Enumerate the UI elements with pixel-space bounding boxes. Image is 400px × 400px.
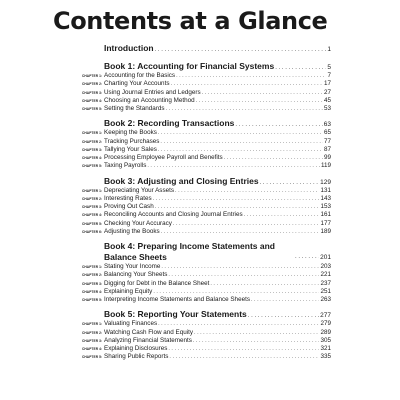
dot-leader <box>155 203 320 211</box>
dot-leader <box>175 187 319 195</box>
chapter-page-number: 305 <box>320 336 331 344</box>
dot-leader <box>160 138 323 146</box>
chapter-entry[interactable] <box>82 194 331 203</box>
book-4-heading[interactable] <box>104 241 331 263</box>
dot-leader <box>224 154 323 162</box>
chapter-page-number: 99 <box>323 154 331 161</box>
book-title: Book 1: Accounting for Financial Systems <box>104 61 275 71</box>
chapter-page-number: 143 <box>320 194 331 202</box>
chapter-title: Accounting for the Basics <box>104 72 176 79</box>
chapter-title: Analyzing Financial Statements <box>104 336 192 344</box>
chapter-title: Taxing Payrolls <box>104 162 147 170</box>
chapter-title: Explaining Equity <box>104 287 153 295</box>
dot-leader <box>202 89 323 97</box>
chapter-number: CHAPTER 1: <box>82 131 103 136</box>
chapter-number: CHAPTER 4: <box>82 347 103 351</box>
chapter-title: Tracking Purchases <box>104 137 160 145</box>
chapter-title: Tallying Your Sales <box>104 145 157 153</box>
dot-leader <box>193 337 320 345</box>
book-page-number: 5 <box>327 64 331 71</box>
chapter-title: Proving Out Cash <box>104 203 154 210</box>
chapter-page-number: 17 <box>323 80 331 88</box>
chapter-entry[interactable] <box>82 320 331 328</box>
chapter-page-number: 221 <box>320 271 331 279</box>
chapter-entry[interactable] <box>82 72 331 80</box>
chapter-number: CHAPTER 6: <box>82 229 103 234</box>
book-title: Book 4: Preparing Income Statements and Balance Sheets <box>104 241 275 262</box>
chapter-entry[interactable] <box>82 154 331 162</box>
chapter-number: CHAPTER 5: <box>82 164 103 169</box>
chapter-entry[interactable] <box>82 186 331 195</box>
chapter-page-number: 131 <box>320 186 331 194</box>
chapter-number: CHAPTER 5: <box>82 298 103 302</box>
chapter-entry[interactable] <box>82 88 331 97</box>
chapter-page-number: 7 <box>327 72 331 79</box>
dot-leader <box>168 271 319 279</box>
chapter-number: CHAPTER 3: <box>82 147 103 152</box>
chapter-entry[interactable] <box>82 80 331 88</box>
chapter-page-number: 263 <box>320 296 331 303</box>
chapter-entry[interactable] <box>82 96 331 105</box>
book-title: Book 5: Reporting Your Statements <box>104 309 247 320</box>
dot-leader <box>158 320 319 328</box>
chapter-page-number: 203 <box>320 263 331 270</box>
chapter-title: Using Journal Entries and Ledgers <box>104 88 201 96</box>
chapter-number: CHAPTER 2: <box>82 273 103 278</box>
chapter-entry[interactable] <box>82 129 331 137</box>
chapter-entry[interactable] <box>82 279 331 288</box>
dot-leader <box>166 105 323 113</box>
chapter-page-number: 189 <box>320 227 331 235</box>
chapter-number: CHAPTER 2: <box>82 82 103 87</box>
chapter-title: Valuating Finances <box>104 320 158 328</box>
dot-leader <box>161 228 320 236</box>
book-1-heading[interactable] <box>104 61 331 72</box>
chapter-number: CHAPTER 3: <box>82 281 103 286</box>
dot-leader <box>147 162 320 170</box>
chapter-number: CHAPTER 3: <box>82 205 103 209</box>
chapter-page-number: 53 <box>323 105 331 112</box>
book-page-number: 201 <box>320 254 331 261</box>
chapter-number: CHAPTER 1: <box>82 74 103 78</box>
chapter-entry[interactable] <box>82 263 331 271</box>
chapter-title: Explaining Disclosures <box>104 345 168 352</box>
chapter-title: Reconciling Accounts and Closing Journal Entries <box>104 211 243 219</box>
dot-leader <box>295 252 319 263</box>
chapter-title: Digging for Debt in the Balance Sheet <box>104 279 210 287</box>
chapter-number: CHAPTER 4: <box>82 213 103 218</box>
toc-entry-introduction[interactable] <box>104 43 331 54</box>
book-page-number: 277 <box>320 312 331 320</box>
book-page-number: 129 <box>320 178 331 186</box>
chapter-number: CHAPTER 1: <box>82 265 103 269</box>
dot-leader <box>170 80 323 88</box>
chapter-title: Charting Your Accounts <box>104 80 170 88</box>
chapter-number: CHAPTER 1: <box>82 188 103 193</box>
dot-leader <box>153 288 319 296</box>
chapter-entry[interactable] <box>82 336 331 345</box>
dot-leader <box>176 72 326 80</box>
chapter-title: Sharing Public Reports <box>104 353 169 361</box>
chapter-number: CHAPTER 1: <box>82 322 103 327</box>
chapter-entry[interactable] <box>82 145 331 154</box>
dot-leader <box>161 263 319 271</box>
chapter-number: CHAPTER 2: <box>82 196 103 201</box>
chapter-number: CHAPTER 3: <box>82 338 103 343</box>
chapter-page-number: 321 <box>320 345 331 352</box>
chapter-page-number: 161 <box>320 211 331 219</box>
chapter-page-number: 177 <box>320 219 331 227</box>
dot-leader <box>196 97 323 105</box>
chapter-page-number: 251 <box>320 287 331 295</box>
entry-label: Introduction <box>104 43 154 53</box>
dot-leader <box>158 129 323 137</box>
chapter-page-number: 87 <box>323 145 331 153</box>
chapter-page-number: 289 <box>320 328 331 336</box>
book-page-number: 63 <box>323 121 331 129</box>
chapter-number: CHAPTER 4: <box>82 156 103 160</box>
chapter-page-number: 77 <box>323 137 331 145</box>
chapter-number: CHAPTER 5: <box>82 107 103 111</box>
chapter-number: CHAPTER 4: <box>82 98 103 103</box>
chapter-title: Checking Your Accuracy <box>104 219 172 227</box>
chapter-entry[interactable] <box>82 137 331 146</box>
chapter-title: Watching Cash Flow and Equity <box>104 328 194 336</box>
chapter-entry[interactable] <box>82 203 331 211</box>
chapter-title: Adjusting the Books <box>104 227 160 235</box>
chapter-page-number: 119 <box>320 162 331 170</box>
dot-leader <box>158 146 323 154</box>
chapter-number: CHAPTER 2: <box>82 330 103 335</box>
dot-leader <box>173 220 320 228</box>
page-title: Contents at a Glance <box>53 7 328 35</box>
chapter-number: CHAPTER 5: <box>82 221 103 226</box>
book-list <box>82 61 331 362</box>
chapter-title: Processing Employee Payroll and Benefits <box>104 154 223 161</box>
chapter-title: Interesting Rates <box>104 194 152 202</box>
chapter-page-number: 45 <box>323 96 331 104</box>
dot-leader <box>169 353 319 361</box>
chapter-entry[interactable] <box>82 227 331 236</box>
chapter-title: Depreciating Your Assets <box>104 186 175 194</box>
dot-leader <box>155 45 327 56</box>
book-3-heading[interactable] <box>104 176 331 187</box>
chapter-title: Setting the Standards <box>104 105 165 112</box>
chapter-page-number: 335 <box>320 353 331 361</box>
chapter-title: Stating Your Income <box>104 263 161 270</box>
chapter-entry[interactable] <box>82 271 331 279</box>
dot-leader <box>168 345 319 353</box>
chapter-entry[interactable] <box>82 296 331 304</box>
book-5-heading[interactable] <box>104 309 331 320</box>
chapter-number: CHAPTER 5: <box>82 355 103 360</box>
book-title: Book 3: Adjusting and Closing Entries <box>104 175 259 186</box>
chapter-title: Keeping the Books <box>104 129 157 137</box>
chapter-entry[interactable] <box>82 219 331 228</box>
chapter-entry[interactable] <box>82 345 331 353</box>
chapter-title: Choosing an Accounting Method <box>104 96 195 104</box>
chapter-title: Balancing Your Sheets <box>104 271 168 279</box>
dot-leader <box>251 296 320 304</box>
chapter-page-number: 237 <box>320 279 331 287</box>
dot-leader <box>194 329 319 337</box>
chapter-page-number: 27 <box>323 88 331 96</box>
chapter-entry[interactable] <box>82 287 331 296</box>
dot-leader <box>153 195 320 203</box>
table-of-contents <box>82 43 331 362</box>
book-2-heading[interactable] <box>104 118 331 129</box>
chapter-number: CHAPTER 2: <box>82 139 103 144</box>
chapter-entry[interactable] <box>82 162 331 170</box>
chapter-page-number: 279 <box>320 320 331 328</box>
chapter-number: CHAPTER 4: <box>82 289 103 294</box>
chapter-title: Interpreting Income Statements and Balance Sheets <box>104 296 250 303</box>
chapter-number: CHAPTER 3: <box>82 90 103 95</box>
chapter-entry[interactable] <box>82 353 331 361</box>
chapter-entry[interactable] <box>82 211 331 219</box>
dot-leader <box>210 280 319 288</box>
chapter-page-number: 153 <box>320 203 331 210</box>
entry-page-number: 1 <box>327 46 331 53</box>
dot-leader <box>244 211 320 219</box>
chapter-page-number: 65 <box>323 129 331 137</box>
chapter-entry[interactable] <box>82 328 331 337</box>
book-title: Book 2: Recording Transactions <box>104 118 235 129</box>
chapter-entry[interactable] <box>82 105 331 113</box>
